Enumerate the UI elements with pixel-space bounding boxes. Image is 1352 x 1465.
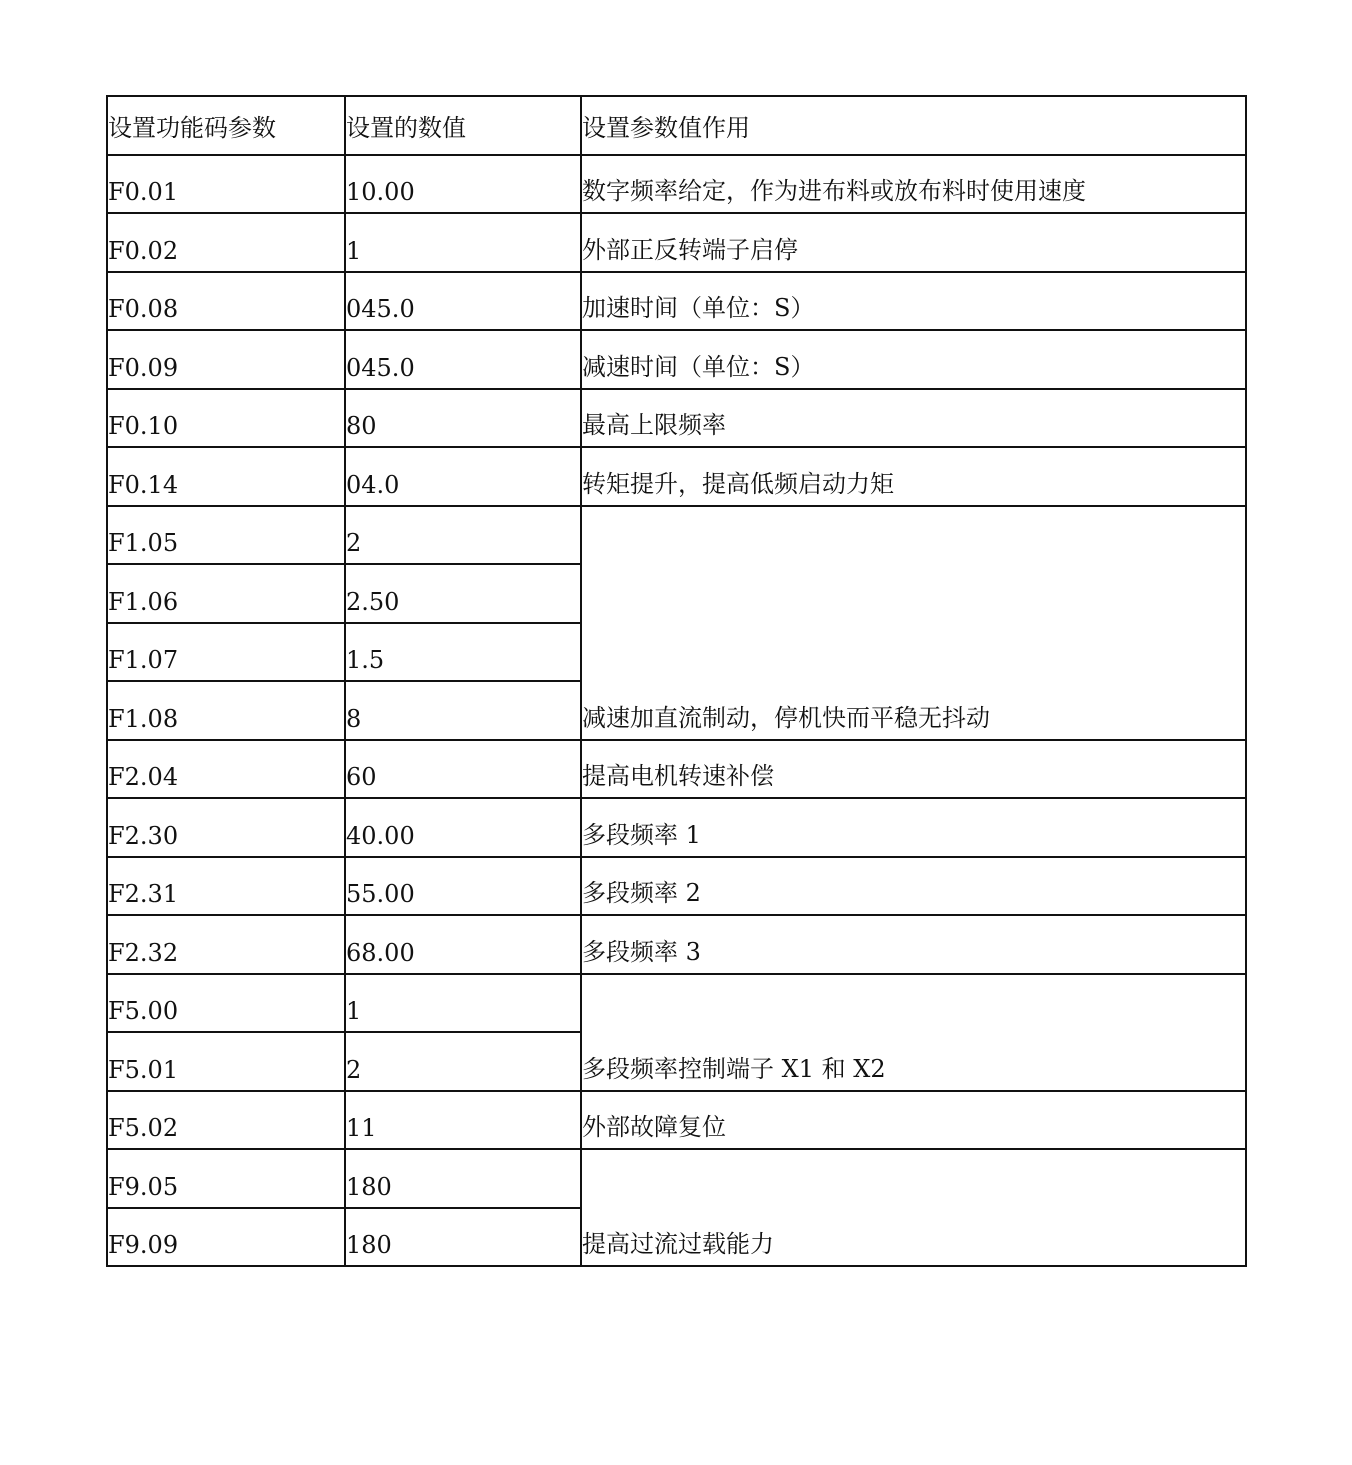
cell-value: 40.00 bbox=[345, 798, 581, 857]
cell-value: 1 bbox=[345, 974, 581, 1033]
cell-value: 180 bbox=[345, 1149, 581, 1208]
cell-description: 多段频率 3 bbox=[581, 915, 1246, 974]
header-set-value: 设置的数值 bbox=[345, 96, 581, 155]
table-row bbox=[107, 740, 1246, 799]
cell-code: F0.14 bbox=[107, 447, 345, 506]
cell-value: 04.0 bbox=[345, 447, 581, 506]
cell-code: F2.04 bbox=[107, 740, 345, 799]
cell-description-merged: 提高过流过载能力 bbox=[581, 1149, 1246, 1266]
table-row bbox=[107, 974, 1246, 1033]
table-row bbox=[107, 1091, 1246, 1150]
table-header-row bbox=[107, 96, 1246, 155]
table-row bbox=[107, 155, 1246, 214]
cell-value: 11 bbox=[345, 1091, 581, 1150]
cell-value: 2 bbox=[345, 506, 581, 565]
table-row bbox=[107, 857, 1246, 916]
cell-code: F0.01 bbox=[107, 155, 345, 214]
cell-description: 提高电机转速补偿 bbox=[581, 740, 1246, 799]
cell-description-merged: 多段频率控制端子 X1 和 X2 bbox=[581, 974, 1246, 1091]
cell-code: F0.10 bbox=[107, 389, 345, 448]
cell-value: 8 bbox=[345, 681, 581, 740]
cell-value: 80 bbox=[345, 389, 581, 448]
cell-description-merged: 减速加直流制动，停机快而平稳无抖动 bbox=[581, 506, 1246, 740]
table-row bbox=[107, 389, 1246, 448]
cell-description: 加速时间（单位：S） bbox=[581, 272, 1246, 331]
cell-description: 多段频率 2 bbox=[581, 857, 1246, 916]
table-row bbox=[107, 915, 1246, 974]
cell-value: 60 bbox=[345, 740, 581, 799]
cell-value: 180 bbox=[345, 1208, 581, 1267]
cell-code: F2.32 bbox=[107, 915, 345, 974]
cell-value: 2.50 bbox=[345, 564, 581, 623]
cell-value: 045.0 bbox=[345, 330, 581, 389]
cell-description: 多段频率 1 bbox=[581, 798, 1246, 857]
parameter-table bbox=[106, 95, 1247, 1267]
cell-code: F9.05 bbox=[107, 1149, 345, 1208]
cell-code: F5.01 bbox=[107, 1032, 345, 1091]
cell-code: F5.00 bbox=[107, 974, 345, 1033]
cell-code: F2.31 bbox=[107, 857, 345, 916]
cell-code: F1.08 bbox=[107, 681, 345, 740]
cell-value: 10.00 bbox=[345, 155, 581, 214]
header-value-effect: 设置参数值作用 bbox=[581, 96, 1246, 155]
cell-code: F9.09 bbox=[107, 1208, 345, 1267]
table-row bbox=[107, 1149, 1246, 1208]
cell-description: 最高上限频率 bbox=[581, 389, 1246, 448]
table-row bbox=[107, 272, 1246, 331]
cell-description: 转矩提升，提高低频启动力矩 bbox=[581, 447, 1246, 506]
cell-value: 55.00 bbox=[345, 857, 581, 916]
header-function-code: 设置功能码参数 bbox=[107, 96, 345, 155]
cell-description: 减速时间（单位：S） bbox=[581, 330, 1246, 389]
cell-value: 1 bbox=[345, 213, 581, 272]
cell-code: F2.30 bbox=[107, 798, 345, 857]
cell-code: F0.09 bbox=[107, 330, 345, 389]
cell-code: F1.05 bbox=[107, 506, 345, 565]
cell-description: 外部故障复位 bbox=[581, 1091, 1246, 1150]
cell-value: 68.00 bbox=[345, 915, 581, 974]
cell-code: F0.02 bbox=[107, 213, 345, 272]
cell-code: F0.08 bbox=[107, 272, 345, 331]
cell-value: 045.0 bbox=[345, 272, 581, 331]
cell-code: F1.07 bbox=[107, 623, 345, 682]
cell-code: F5.02 bbox=[107, 1091, 345, 1150]
table-row bbox=[107, 447, 1246, 506]
table-row bbox=[107, 798, 1246, 857]
cell-value: 1.5 bbox=[345, 623, 581, 682]
table-row bbox=[107, 506, 1246, 565]
table-row bbox=[107, 330, 1246, 389]
table-row bbox=[107, 213, 1246, 272]
cell-value: 2 bbox=[345, 1032, 581, 1091]
cell-description: 数字频率给定，作为进布料或放布料时使用速度 bbox=[581, 155, 1246, 214]
cell-code: F1.06 bbox=[107, 564, 345, 623]
cell-description: 外部正反转端子启停 bbox=[581, 213, 1246, 272]
